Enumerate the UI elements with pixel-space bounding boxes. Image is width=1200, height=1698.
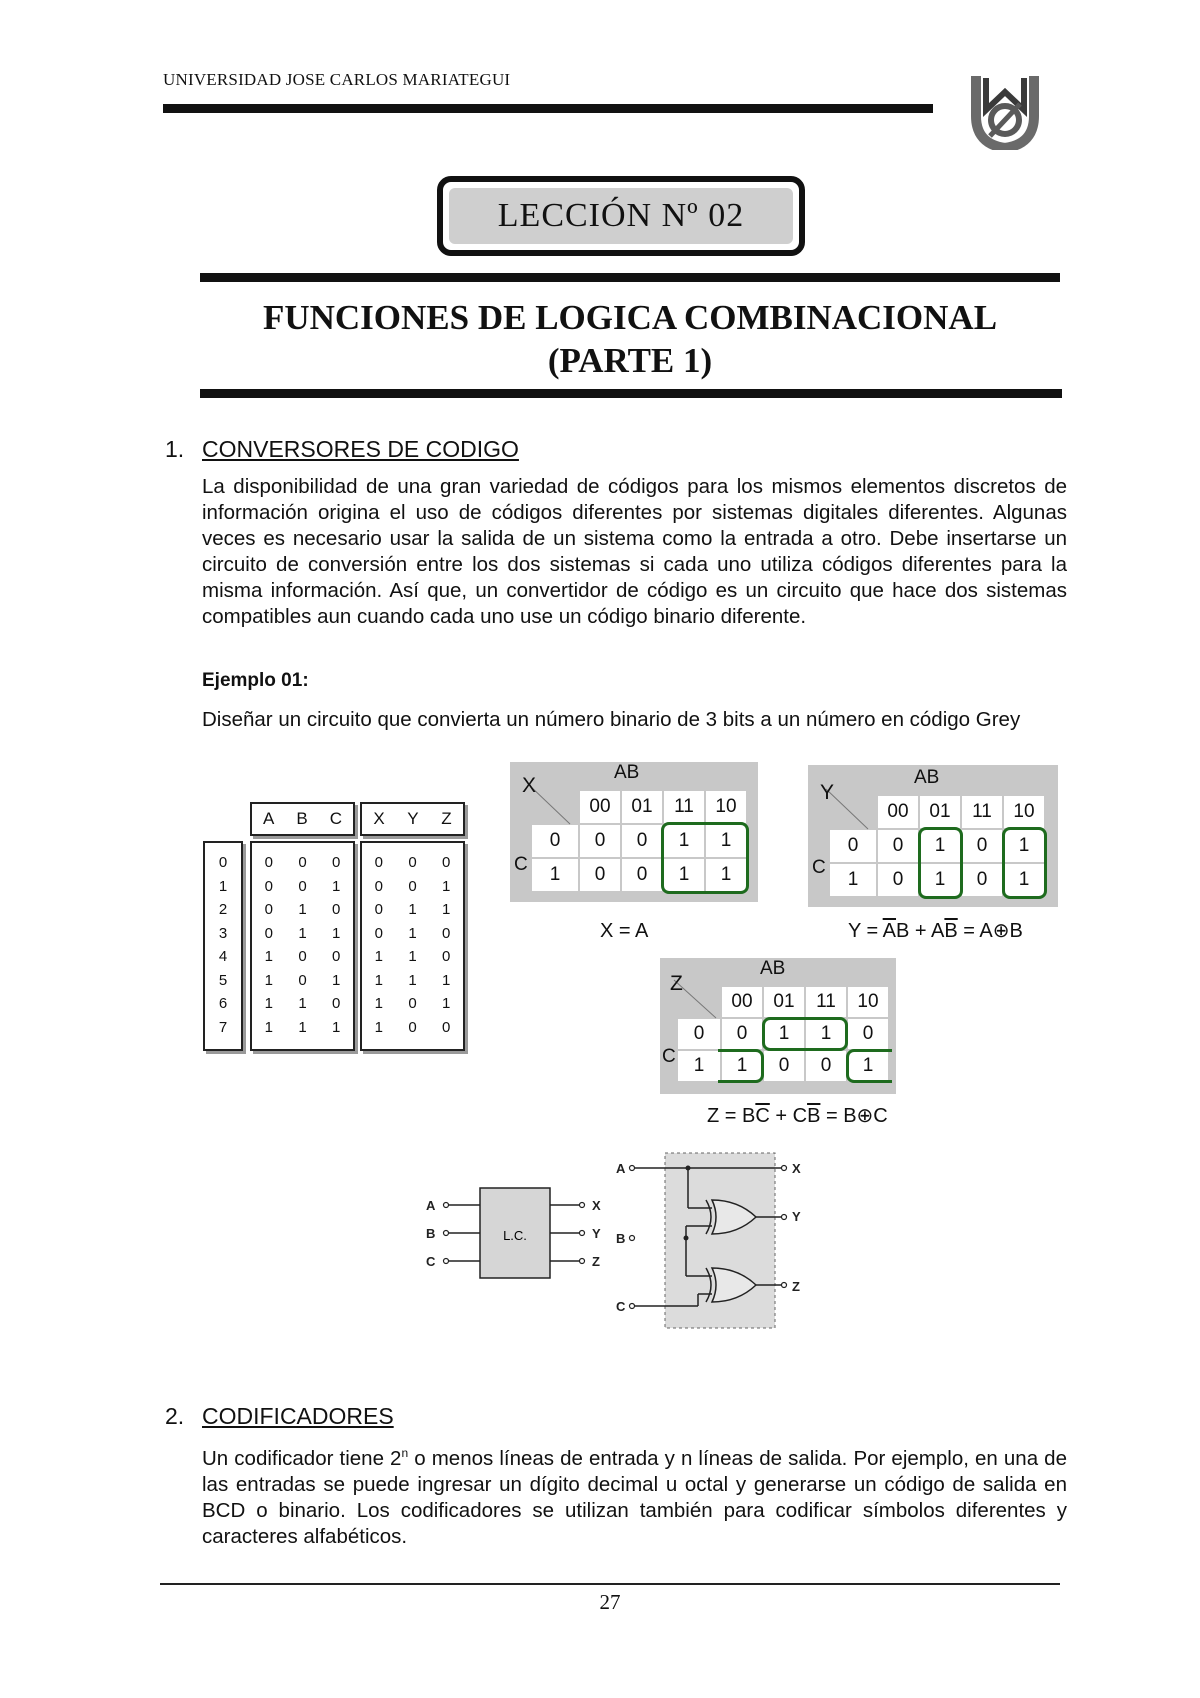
kmap-col-header: 11 (806, 987, 846, 1017)
eq-part: + A (909, 920, 945, 942)
cell: 1 (331, 971, 341, 989)
kmap-cell: 1 (1004, 830, 1044, 862)
kmap-y-ab-label: AB (914, 767, 940, 788)
cell: 1 (264, 995, 273, 1013)
cell: 0 (408, 877, 417, 895)
table-row (252, 945, 353, 969)
kmap-col-header: 00 (878, 796, 918, 828)
circuit-diagram (420, 1148, 820, 1333)
lc-output-y: Y (592, 1226, 601, 1241)
kmap-row-header: 0 (830, 830, 876, 862)
cell: 0 (374, 877, 383, 895)
kmap-z-group-1 (762, 1017, 848, 1051)
cell: 0 (264, 854, 273, 872)
kmap-cell: 0 (806, 1051, 846, 1081)
kmap-col-header: 01 (764, 987, 804, 1017)
cell: 0 (331, 854, 341, 872)
kmap-y-func-label: Y (820, 781, 835, 804)
kmap-x (510, 762, 758, 902)
eq-part: + C (769, 1105, 808, 1127)
cell: 0 (408, 995, 417, 1013)
header-c: C (329, 809, 342, 828)
table-row (362, 969, 463, 993)
lc-input-a: A (426, 1198, 436, 1213)
title-line-2: (PARTE 1) (547, 341, 713, 380)
kmap-y-group-2 (1002, 827, 1047, 899)
table-row (362, 898, 463, 922)
cell: 0 (264, 924, 273, 942)
kmap-x-group (661, 822, 749, 894)
kmap-y (808, 765, 1058, 907)
lc-block-label: L.C. (503, 1228, 527, 1243)
table-row (362, 992, 463, 1016)
kmap-cell: 0 (878, 864, 918, 896)
cell: 0 (374, 901, 383, 919)
gate-input-c: C (616, 1299, 626, 1314)
example-label: Ejemplo 01: (202, 670, 309, 691)
gate-input-b: B (616, 1231, 626, 1246)
index-cell: 5 (218, 971, 228, 989)
kmap-y-c-label: C (812, 857, 826, 878)
section-2-number: 2. (165, 1403, 185, 1429)
footer-rule (160, 1583, 1060, 1585)
kmap-row-header: 0 (532, 825, 578, 857)
kmap-cell: 1 (664, 825, 704, 857)
kmap-cell: 0 (622, 825, 662, 857)
cell: 0 (331, 995, 341, 1013)
cell: 0 (298, 854, 307, 872)
kmap-z (660, 958, 896, 1094)
gate-output-z: Z (792, 1279, 800, 1294)
cell: 1 (298, 924, 307, 942)
lesson-label: LECCIÓN Nº 02 (449, 188, 793, 244)
header-y: Y (407, 809, 419, 828)
cell: 1 (298, 1018, 307, 1036)
cell: 0 (264, 901, 273, 919)
kmap-cell: 0 (622, 859, 662, 891)
header-rule (163, 104, 933, 113)
cell: 0 (298, 948, 307, 966)
header-a: A (263, 809, 275, 828)
cell: 1 (331, 877, 341, 895)
lc-input-b: B (426, 1226, 436, 1241)
kmap-row-header: 1 (830, 864, 876, 896)
kmap-cell: 1 (1004, 864, 1044, 896)
eq-part: $\overline{C}$ (755, 1105, 770, 1127)
kmap-col-header: 01 (920, 796, 960, 828)
kmap-cell: 1 (920, 830, 960, 862)
cell: 1 (374, 1018, 383, 1036)
cell: 1 (374, 995, 383, 1013)
kmap-z-c-label: C (662, 1046, 676, 1067)
kmap-x-ab-label: AB (614, 762, 640, 783)
university-name: UNIVERSIDAD JOSE CARLOS MARIATEGUI (163, 70, 511, 89)
kmap-x-equation: X = A (600, 920, 649, 942)
kmap-col-header: 10 (848, 987, 888, 1017)
header-x: X (373, 809, 385, 828)
kmap-cell: 0 (764, 1051, 804, 1081)
index-cell: 7 (218, 1018, 228, 1036)
kmap-x-c-label: C (514, 854, 528, 875)
cell: 1 (298, 995, 307, 1013)
lc-input-c: C (426, 1254, 436, 1269)
kmap-cell: 0 (722, 1019, 762, 1049)
cell: 0 (331, 948, 341, 966)
table-row (252, 992, 353, 1016)
kmap-y-equation (848, 918, 1023, 943)
kmap-cell: 0 (580, 859, 620, 891)
kmap-z-equation (707, 1103, 888, 1128)
text-part: o menos líneas de entrada y n líneas de salida. Por ejemplo, en una de las entradas se puede ingresar un dígito decimal u octal y generarse un código de salida en BCD o binario. Los codificadores se utilizan también para codificar símbolos diferentes y caracteres alfabéticos. (202, 1446, 1067, 1548)
header-z: Z (441, 809, 452, 828)
truth-table-output-header (360, 802, 465, 836)
kmap-z-group-3 (846, 1049, 892, 1083)
kmap-col-header: 00 (722, 987, 762, 1017)
header-b: B (296, 809, 308, 828)
cell: 0 (441, 1018, 451, 1036)
table-row (252, 969, 353, 993)
kmap-cell: 1 (764, 1019, 804, 1049)
gate-output-x: X (792, 1161, 801, 1176)
lesson-box (437, 176, 805, 256)
kmap-z-group-2 (718, 1049, 764, 1083)
cell: 1 (331, 924, 341, 942)
cell: 0 (298, 877, 307, 895)
cell: 1 (441, 877, 451, 895)
kmap-col-header: 10 (1004, 796, 1044, 828)
cell: 1 (264, 948, 273, 966)
cell: 1 (408, 948, 417, 966)
kmap-z-func-label: Z (670, 972, 683, 995)
eq-part: = A⊕B (957, 920, 1023, 942)
cell: 1 (331, 1018, 341, 1036)
kmap-cell: 1 (920, 864, 960, 896)
index-cell: 4 (218, 948, 228, 966)
kmap-cell: 1 (848, 1051, 888, 1081)
eq-part: Y = (848, 920, 883, 942)
table-row (252, 922, 353, 946)
cell: 0 (331, 901, 341, 919)
cell: 0 (264, 877, 273, 895)
title-rule-bottom (200, 389, 1062, 398)
cell: 1 (441, 901, 451, 919)
cell: 0 (374, 924, 383, 942)
cell: 1 (298, 901, 307, 919)
cell: 0 (408, 854, 417, 872)
eq-part: $\overline{A}$ (882, 920, 897, 942)
index-cell: 6 (218, 995, 228, 1013)
kmap-col-header: 11 (962, 796, 1002, 828)
section-1-title: CONVERSORES DE CODIGO (202, 436, 519, 462)
cell: 1 (408, 971, 417, 989)
table-row (362, 1016, 463, 1040)
eq-part: $\overline{B}$ (944, 920, 958, 942)
section-2-title: CODIFICADORES (202, 1403, 394, 1429)
section-2-paragraph (202, 1440, 1067, 1550)
table-row (362, 922, 463, 946)
table-row (252, 875, 353, 899)
table-row (252, 1016, 353, 1040)
cell: 1 (264, 1018, 273, 1036)
section-1-paragraph: La disponibilidad de una gran variedad de códigos para los mismos elementos discretos de información origina el uso de códigos diferentes por sistemas digitales diferentes. Algunas veces es necesario usar la salida de un sistema como la entrada a otro. Debe insertarse un circuito de conversión entre los dos sistemas si cada uno utiliza códigos diferentes para la misma información. Así que, un convertidor de código es un circuito que hace dos sistemas compatibles aun cuando cada uno use un código binario diferente. (202, 475, 1067, 628)
cell: 1 (441, 971, 451, 989)
cell: 0 (441, 924, 451, 942)
kmap-cell: 0 (962, 830, 1002, 862)
eq-part: = B⊕C (820, 1105, 888, 1127)
cell: 1 (408, 924, 417, 942)
truth-table-input-header (250, 802, 355, 836)
kmap-cell: 0 (580, 825, 620, 857)
truth-table-inputs (250, 841, 355, 1051)
kmap-z-ab-label: AB (760, 958, 786, 979)
cell: 1 (374, 948, 383, 966)
kmap-cell: 0 (878, 830, 918, 862)
university-logo-icon (968, 70, 1042, 150)
cell: 0 (441, 854, 451, 872)
title-line-1: FUNCIONES DE LOGICA COMBINACIONAL (262, 298, 998, 337)
gate-input-a: A (616, 1161, 626, 1176)
kmap-cell: 0 (962, 864, 1002, 896)
cell: 0 (408, 1018, 417, 1036)
kmap-col-header: 11 (664, 791, 704, 823)
index-cell: 0 (218, 854, 228, 872)
truth-table-index-column (203, 841, 243, 1051)
gate-output-y: Y (792, 1209, 801, 1224)
exponent: n (401, 1446, 409, 1460)
kmap-y-group-1 (918, 827, 963, 899)
example-text: Diseñar un circuito que convierta un número binario de 3 bits a un número en código Grey (202, 708, 1021, 731)
page-title (200, 296, 1060, 382)
cell: 1 (374, 971, 383, 989)
kmap-row-header: 0 (678, 1019, 720, 1049)
kmap-col-header: 10 (706, 791, 746, 823)
eq-part: B (896, 920, 910, 942)
eq-part: $\overline{B}$ (807, 1105, 821, 1127)
kmap-cell: 1 (706, 859, 746, 891)
truth-table (203, 795, 468, 1055)
lc-output-z: Z (592, 1254, 600, 1269)
cell: 0 (298, 971, 307, 989)
table-row (362, 851, 463, 875)
lc-output-x: X (592, 1198, 601, 1213)
section-1-number: 1. (165, 436, 185, 462)
kmap-col-header: 00 (580, 791, 620, 823)
table-row (252, 851, 353, 875)
kmap-col-header: 01 (622, 791, 662, 823)
kmap-cell: 1 (706, 825, 746, 857)
table-row (252, 898, 353, 922)
index-cell: 2 (218, 901, 228, 919)
kmap-row-header: 1 (532, 859, 578, 891)
table-row (362, 945, 463, 969)
cell: 1 (264, 971, 273, 989)
kmap-cell: 1 (806, 1019, 846, 1049)
text-part: Un codificador tiene 2 (202, 1446, 402, 1470)
cell: 1 (441, 995, 451, 1013)
truth-table-outputs (360, 841, 465, 1051)
eq-part: Z = B (707, 1105, 756, 1127)
kmap-row-header: 1 (678, 1051, 720, 1081)
index-cell: 1 (218, 877, 228, 895)
kmap-cell: 1 (664, 859, 704, 891)
cell: 0 (441, 948, 451, 966)
table-row (362, 875, 463, 899)
kmap-cell: 1 (722, 1051, 762, 1081)
kmap-cell: 0 (848, 1019, 888, 1049)
page-number: 27 (599, 1590, 621, 1614)
cell: 1 (408, 901, 417, 919)
index-cell: 3 (218, 924, 228, 942)
cell: 0 (374, 854, 383, 872)
title-rule-top (200, 273, 1060, 282)
kmap-x-func-label: X (522, 774, 537, 797)
